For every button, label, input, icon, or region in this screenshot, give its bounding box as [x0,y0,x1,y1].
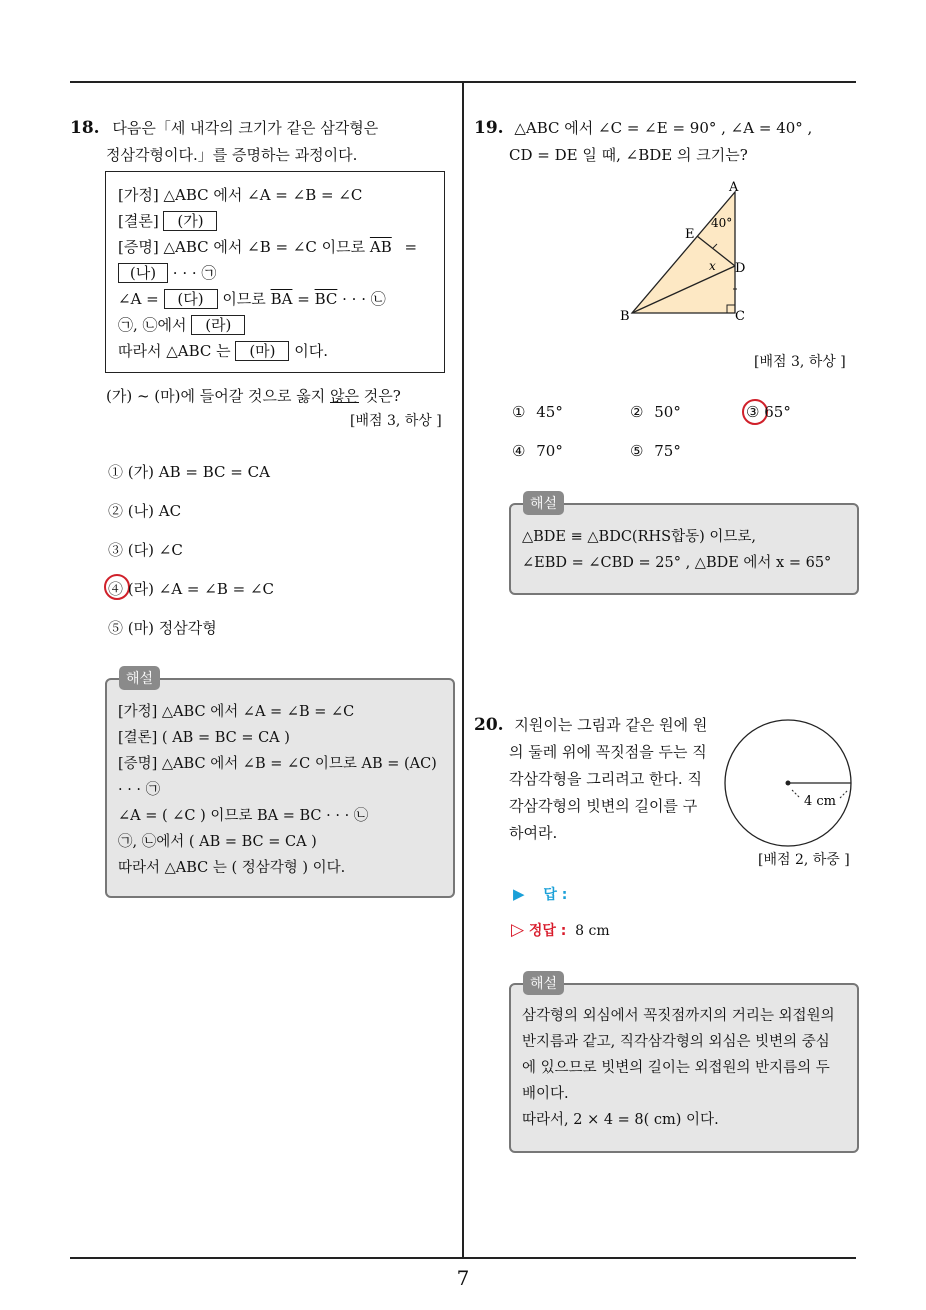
solution-box [509,503,859,595]
equals-sign: = [297,290,310,308]
choice-3[interactable] [108,539,183,560]
solution-line: 삼각형의 외심에서 꼭짓점까지의 거리는 외접원의 [522,1008,835,1024]
question-stem: 각삼각형을 그리려고 한다. 직 [509,770,702,788]
hypothesis-label: [가정] [118,186,159,204]
choice-number: ① [512,403,526,421]
segment-bc: $\overline{BC}$ [314,290,338,308]
choice-2[interactable] [630,403,681,421]
score-label: [배점 2, 하중 ] [758,852,850,868]
choice-text: 50° [654,403,681,421]
question-stem: 각삼각형의 빗변의 길이를 구 [509,797,698,815]
angle-x: x [709,259,716,273]
outline-play-icon: ▷ [511,920,525,940]
choice-text: 45° [536,403,563,421]
is-text: 이다. [294,342,328,360]
page-number: 7 [456,1266,470,1290]
choice-5[interactable] [630,442,681,460]
solution-line: [증명] △ABC 에서 ∠B = ∠C 이므로 AB = (AC) [118,756,437,772]
label-a: A [729,180,739,195]
conclusion-label: [결론] [118,212,159,230]
question-stem: 의 둘레 위에 꼭짓점을 두는 직 [509,743,707,761]
solution-line: 배이다. [522,1086,569,1102]
blank-ga: (가) [163,211,217,231]
question-number: 18. [70,118,100,138]
solution-line: ∠A = ( ∠C ) 이므로 BA = BC · · · ㉡ [118,808,369,824]
circle-figure [720,714,860,850]
blank-da: (다) [164,289,218,309]
question-number: 20. [474,715,504,735]
solution-line: 반지름과 같고, 직각삼각형의 외심은 빗변의 중심 [522,1034,830,1050]
choice-4[interactable] [512,442,563,460]
correct-value: 8 cm [575,923,610,939]
question-stem: 지원이는 그림과 같은 원에 원 [514,716,708,734]
question-number: 19. [474,118,504,138]
choice-number: ④ [108,580,124,598]
correct-answer-row [511,920,610,940]
proof-label: [증명] [118,238,159,256]
choice-2[interactable] [108,500,181,521]
question-stem: 하여라. [509,824,558,842]
question-stem: 정삼각형이다.」를 증명하는 과정이다. [106,146,358,164]
proof-text: △ABC 에서 ∠B = ∠C 이므로 [163,238,366,256]
solution-line: [가정] △ABC 에서 ∠A = ∠B = ∠C [118,704,355,720]
choice-text: (나) AC [127,502,182,520]
choice-4[interactable] [108,578,274,599]
choice-number: ④ [512,442,526,460]
mark-1: · · · ㉠ [172,264,217,282]
question-stem: △ABC 에서 ∠C = ∠E = 90° , ∠A = 40° , [514,119,813,137]
equals-sign: = [404,238,418,256]
blank-ra: (라) [191,315,245,335]
choice-text: 70° [536,442,563,460]
hypothesis-text: △ABC 에서 ∠A = ∠B = ∠C [163,186,363,204]
choice-number: ② [630,403,644,421]
solution-line: 따라서 △ABC 는 ( 정삼각형 ) 이다. [118,860,346,876]
segment-ab: $\overline{AB}$ [369,238,392,256]
triangle-figure [612,175,752,325]
angle-a: ∠A = [118,290,159,308]
solution-line: · · · ㉠ [118,782,161,798]
choice-number: ⑤ [630,442,644,460]
choice-text: (라) ∠A = ∠B = ∠C [127,580,275,598]
then-text: 이므로 [222,290,266,308]
blank-ma: (마) [235,341,289,361]
solution-line: ∠EBD = ∠CBD = 25° , △BDE 에서 x = 65° [522,555,832,571]
choice-number: ③ [746,403,760,421]
answer-label: 답 : [543,887,568,903]
choice-number: ⑤ [108,619,124,637]
therefore-text: 따라서 △ABC 는 [118,342,231,360]
choice-text: (다) ∠C [127,541,183,559]
question-stem: CD = DE 일 때, ∠BDE 의 크기는? [509,146,748,164]
score-label: [배점 3, 하상 ] [350,413,442,429]
solution-line: 에 있으므로 빗변의 길이는 외접원의 반지름의 두 [522,1060,830,1076]
solution-line: ㉠, ㉡에서 ( AB = BC = CA ) [118,834,317,850]
sub-question-text: (가) ~ (마)에 들어갈 것으로 옳지 [106,387,326,405]
column-divider [462,82,464,1257]
sub-question-text: 것은? [363,387,401,405]
sub-question-emphasis: 않은 [330,387,359,405]
solution-line: △BDE ≡ △BDC(RHS합동) 이므로, [522,529,756,545]
choice-text: 65° [764,403,791,421]
solution-tab: 해설 [119,666,160,690]
choice-text: (마) 정삼각형 [127,619,217,637]
mark-2: · · · ㉡ [342,290,386,308]
answer-row [513,884,567,904]
from-text: ㉠, ㉡에서 [118,316,187,334]
choice-1[interactable] [512,403,563,421]
choice-1[interactable] [108,461,270,482]
choice-5[interactable] [108,617,217,638]
bottom-rule [70,1257,856,1259]
solution-tab: 해설 [523,491,564,515]
label-e: E [685,227,695,242]
correct-label: 정답 : [528,923,567,939]
radius-label: 4 cm [804,794,837,809]
angle-label: 40° [711,216,733,230]
label-b: B [620,309,630,324]
solution-tab: 해설 [523,971,564,995]
choice-text: 75° [654,442,681,460]
choice-number: ① [108,463,124,481]
play-icon: ▶ [513,885,525,903]
choice-3[interactable] [746,403,791,421]
score-label: [배점 3, 하상 ] [754,354,846,370]
choice-number: ② [108,502,124,520]
sub-question [106,385,401,406]
segment-ba: $\overline{BA}$ [270,290,293,308]
blank-na: (나) [118,263,168,283]
question-stem: 다음은「세 내각의 크기가 같은 삼각형은 [112,119,379,137]
solution-line: [결론] ( AB = BC = CA ) [118,730,290,746]
choice-text: (가) AB = BC = CA [127,463,270,481]
choice-number: ③ [108,541,124,559]
label-d: D [735,261,746,276]
solution-line: 따라서, 2 × 4 = 8( cm) 이다. [522,1112,719,1128]
label-c: C [735,309,745,324]
